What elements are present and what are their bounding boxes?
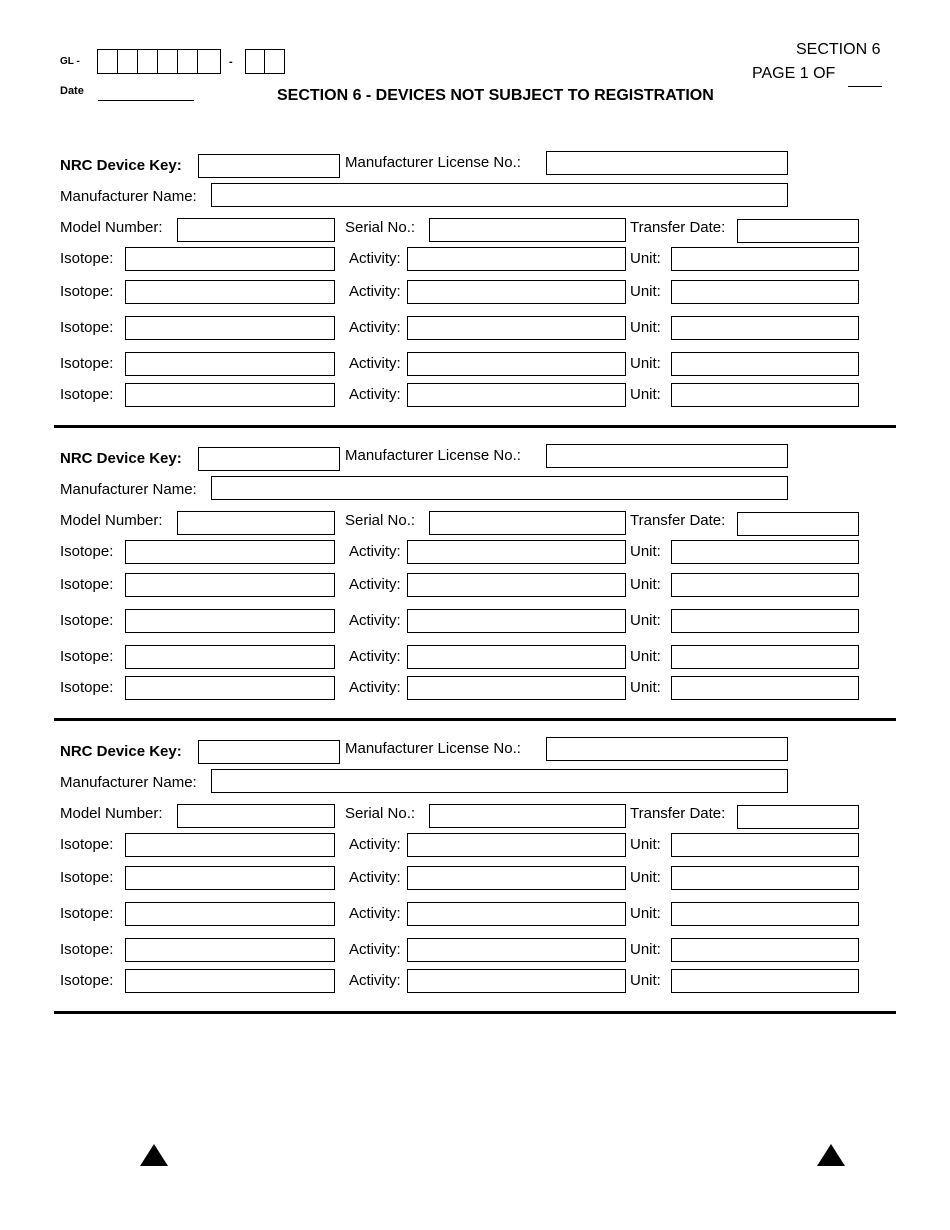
activity-input[interactable]	[407, 540, 626, 564]
activity-input[interactable]	[407, 833, 626, 857]
serial-no-label: Serial No.:	[345, 512, 416, 529]
license-no-input[interactable]	[546, 151, 788, 175]
isotope-label: Isotope:	[60, 283, 114, 300]
page-label: PAGE 1 OF	[752, 65, 836, 82]
unit-input[interactable]	[671, 609, 859, 633]
section-divider	[54, 425, 896, 428]
unit-input[interactable]	[671, 383, 859, 407]
transfer-date-input[interactable]	[737, 512, 859, 536]
isotope-input[interactable]	[125, 902, 335, 926]
mfr-name-input[interactable]	[211, 769, 788, 793]
license-no-label: Manufacturer License No.:	[345, 740, 521, 757]
activity-label: Activity:	[349, 250, 401, 267]
unit-input[interactable]	[671, 352, 859, 376]
model-number-label: Model Number:	[60, 512, 163, 529]
activity-label: Activity:	[349, 612, 401, 629]
license-no-label: Manufacturer License No.:	[345, 154, 521, 171]
unit-label: Unit:	[630, 250, 661, 267]
serial-no-input[interactable]	[429, 218, 626, 242]
isotope-label: Isotope:	[60, 386, 114, 403]
isotope-label: Isotope:	[60, 679, 114, 696]
activity-label: Activity:	[349, 972, 401, 989]
serial-no-input[interactable]	[429, 511, 626, 535]
isotope-input[interactable]	[125, 540, 335, 564]
isotope-label: Isotope:	[60, 250, 114, 267]
unit-label: Unit:	[630, 386, 661, 403]
activity-label: Activity:	[349, 941, 401, 958]
activity-label: Activity:	[349, 869, 401, 886]
mfr-name-input[interactable]	[211, 476, 788, 500]
activity-input[interactable]	[407, 902, 626, 926]
isotope-label: Isotope:	[60, 355, 114, 372]
license-no-input[interactable]	[546, 737, 788, 761]
unit-input[interactable]	[671, 573, 859, 597]
transfer-date-input[interactable]	[737, 805, 859, 829]
serial-no-label: Serial No.:	[345, 805, 416, 822]
activity-input[interactable]	[407, 247, 626, 271]
device-key-input[interactable]	[198, 447, 340, 471]
unit-label: Unit:	[630, 679, 661, 696]
isotope-label: Isotope:	[60, 319, 114, 336]
isotope-label: Isotope:	[60, 648, 114, 665]
activity-input[interactable]	[407, 280, 626, 304]
activity-label: Activity:	[349, 648, 401, 665]
activity-input[interactable]	[407, 645, 626, 669]
gl-label: GL -	[60, 56, 80, 67]
isotope-input[interactable]	[125, 833, 335, 857]
gl-suffix-field[interactable]	[245, 49, 285, 74]
isotope-input[interactable]	[125, 676, 335, 700]
unit-input[interactable]	[671, 247, 859, 271]
section-label: SECTION 6	[796, 41, 881, 58]
activity-input[interactable]	[407, 609, 626, 633]
model-number-input[interactable]	[177, 511, 335, 535]
device-key-label: NRC Device Key:	[60, 450, 182, 467]
mfr-name-label: Manufacturer Name:	[60, 188, 197, 205]
activity-label: Activity:	[349, 679, 401, 696]
isotope-input[interactable]	[125, 352, 335, 376]
device-key-label: NRC Device Key:	[60, 743, 182, 760]
serial-no-input[interactable]	[429, 804, 626, 828]
license-no-input[interactable]	[546, 444, 788, 468]
model-number-input[interactable]	[177, 218, 335, 242]
mfr-name-label: Manufacturer Name:	[60, 481, 197, 498]
isotope-label: Isotope:	[60, 576, 114, 593]
isotope-label: Isotope:	[60, 543, 114, 560]
activity-label: Activity:	[349, 355, 401, 372]
unit-input[interactable]	[671, 902, 859, 926]
unit-input[interactable]	[671, 866, 859, 890]
isotope-label: Isotope:	[60, 612, 114, 629]
device-key-label: NRC Device Key:	[60, 157, 182, 174]
activity-label: Activity:	[349, 283, 401, 300]
activity-input[interactable]	[407, 938, 626, 962]
transfer-date-label: Transfer Date:	[630, 805, 726, 822]
isotope-input[interactable]	[125, 866, 335, 890]
unit-label: Unit:	[630, 283, 661, 300]
model-number-input[interactable]	[177, 804, 335, 828]
isotope-input[interactable]	[125, 609, 335, 633]
unit-label: Unit:	[630, 869, 661, 886]
unit-label: Unit:	[630, 612, 661, 629]
unit-label: Unit:	[630, 355, 661, 372]
isotope-input[interactable]	[125, 280, 335, 304]
isotope-input[interactable]	[125, 316, 335, 340]
unit-label: Unit:	[630, 836, 661, 853]
activity-input[interactable]	[407, 573, 626, 597]
mfr-name-label: Manufacturer Name:	[60, 774, 197, 791]
unit-input[interactable]	[671, 280, 859, 304]
isotope-label: Isotope:	[60, 972, 114, 989]
activity-input[interactable]	[407, 383, 626, 407]
serial-no-label: Serial No.:	[345, 219, 416, 236]
isotope-label: Isotope:	[60, 869, 114, 886]
isotope-input[interactable]	[125, 969, 335, 993]
unit-label: Unit:	[630, 905, 661, 922]
unit-input[interactable]	[671, 316, 859, 340]
unit-input[interactable]	[671, 969, 859, 993]
isotope-input[interactable]	[125, 645, 335, 669]
registration-mark-left-icon	[140, 1144, 168, 1166]
isotope-input[interactable]	[125, 247, 335, 271]
activity-label: Activity:	[349, 386, 401, 403]
activity-label: Activity:	[349, 576, 401, 593]
isotope-label: Isotope:	[60, 941, 114, 958]
unit-input[interactable]	[671, 938, 859, 962]
gl-number-field[interactable]	[97, 49, 221, 74]
mfr-name-input[interactable]	[211, 183, 788, 207]
page-total-field[interactable]	[848, 86, 882, 87]
device-key-input[interactable]	[198, 154, 340, 178]
isotope-label: Isotope:	[60, 836, 114, 853]
unit-label: Unit:	[630, 543, 661, 560]
license-no-label: Manufacturer License No.:	[345, 447, 521, 464]
unit-label: Unit:	[630, 941, 661, 958]
isotope-input[interactable]	[125, 573, 335, 597]
page-title: SECTION 6 - DEVICES NOT SUBJECT TO REGISTRATION	[277, 87, 714, 104]
activity-label: Activity:	[349, 836, 401, 853]
activity-label: Activity:	[349, 319, 401, 336]
date-label: Date	[60, 85, 84, 97]
unit-label: Unit:	[630, 319, 661, 336]
activity-input[interactable]	[407, 352, 626, 376]
gl-dash: -	[229, 56, 233, 68]
section-divider	[54, 718, 896, 721]
registration-mark-right-icon	[817, 1144, 845, 1166]
model-number-label: Model Number:	[60, 219, 163, 236]
activity-input[interactable]	[407, 316, 626, 340]
activity-label: Activity:	[349, 543, 401, 560]
isotope-input[interactable]	[125, 938, 335, 962]
isotope-label: Isotope:	[60, 905, 114, 922]
model-number-label: Model Number:	[60, 805, 163, 822]
transfer-date-input[interactable]	[737, 219, 859, 243]
transfer-date-label: Transfer Date:	[630, 512, 726, 529]
device-key-input[interactable]	[198, 740, 340, 764]
unit-label: Unit:	[630, 648, 661, 665]
unit-label: Unit:	[630, 576, 661, 593]
activity-input[interactable]	[407, 866, 626, 890]
unit-input[interactable]	[671, 676, 859, 700]
date-field[interactable]	[98, 100, 194, 101]
unit-label: Unit:	[630, 972, 661, 989]
isotope-input[interactable]	[125, 383, 335, 407]
unit-input[interactable]	[671, 645, 859, 669]
section-divider	[54, 1011, 896, 1014]
unit-input[interactable]	[671, 540, 859, 564]
activity-input[interactable]	[407, 969, 626, 993]
activity-label: Activity:	[349, 905, 401, 922]
activity-input[interactable]	[407, 676, 626, 700]
unit-input[interactable]	[671, 833, 859, 857]
transfer-date-label: Transfer Date:	[630, 219, 726, 236]
